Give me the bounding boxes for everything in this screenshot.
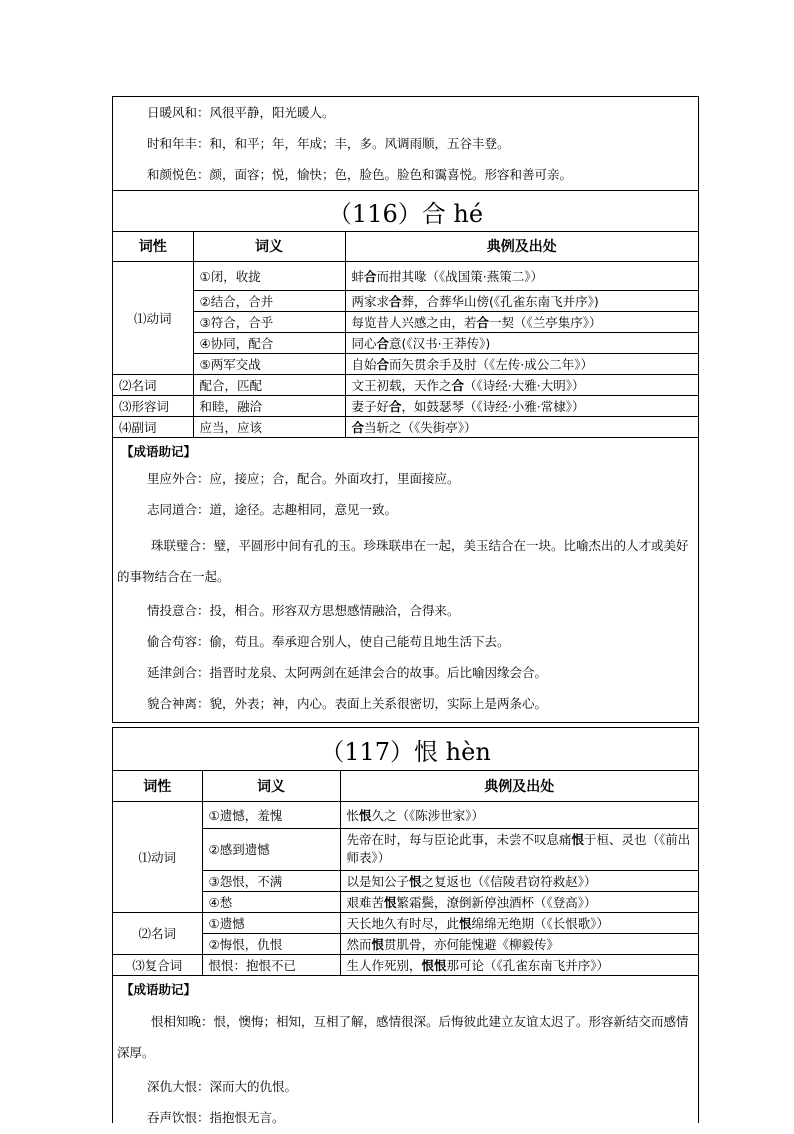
pos-cell: ⑶形容词 — [113, 395, 193, 416]
meaning-cell: ④愁 — [202, 891, 340, 912]
idiom-heading: 【成语助记】 — [121, 443, 197, 459]
example-cell: 然而恨贯肌骨，亦何能愧避《柳毅传》 — [340, 933, 698, 954]
idiom-line: 时和年丰：和，和平；年，年成；丰，多。风调雨顺，五谷丰登。 — [147, 135, 510, 151]
idiom-line: 偷合苟容：偷，苟且。奉承迎合别人，使自己能苟且地生活下去。 — [147, 634, 510, 649]
idiom-line: 情投意合：投，相合。形容双方思想感情融洽，合得来。 — [147, 603, 460, 618]
example-cell: 同心合意(《汉书·王莽传》) — [345, 332, 698, 353]
header-meaning: 词义 — [202, 771, 340, 801]
entry-he-box — [112, 96, 699, 723]
idiom-heading: 【成语助记】 — [121, 981, 197, 997]
example-cell: 文王初载，天作之合（《诗经·大雅·大明》） — [345, 374, 698, 395]
meaning-cell: 恨恨：抱恨不已 — [202, 954, 340, 975]
idiom-line: 延津剑合：指晋时龙泉、太阿两剑在延津会合的故事。后比喻因缘会合。 — [147, 665, 548, 680]
meaning-cell: 和睦，融洽 — [193, 395, 345, 416]
meaning-cell: ①闭，收拢 — [193, 261, 345, 290]
idiom-line: 珠联璧合：璧，平圆形中间有孔的玉。珍珠联串在一起，美玉结合在一块。比喻杰出的人才或美好的事物结合在一起。 — [117, 537, 689, 584]
meaning-cell: 配合，匹配 — [193, 374, 345, 395]
meaning-cell: ②感到遗憾 — [202, 828, 340, 870]
meaning-cell: ③怨恨，不满 — [202, 870, 340, 891]
pos-cell: ⑴动词 — [113, 801, 202, 912]
example-cell: 蚌合而拑其喙（《战国策·燕策二》） — [345, 261, 698, 290]
example-cell: 自始合而矢贯余手及肘（《左传·成公二年》） — [345, 353, 698, 374]
header-example: 典例及出处 — [340, 771, 698, 801]
pos-cell: ⑶复合词 — [113, 954, 202, 975]
example-cell: 两家求合葬，合葬华山傍(《孔雀东南飞并序》) — [345, 290, 698, 311]
pos-cell: ⑵名词 — [113, 912, 202, 954]
example-cell: 以是知公子恨之复返也（《信陵君窃符救赵》） — [340, 870, 698, 891]
idiom-line: 里应外合：应，接应；合，配合。外面攻打，里面接应。 — [147, 471, 460, 486]
entry-title: （116）合 hé — [113, 190, 698, 232]
example-cell: 妻子好合，如鼓瑟琴（《诗经·小雅·常棣》） — [345, 395, 698, 416]
idiom-line: 吞声饮恨：指抱恨无言。 — [147, 1110, 285, 1125]
meaning-cell: 应当，应该 — [193, 416, 345, 437]
pos-cell: ⑴动词 — [113, 261, 193, 374]
example-cell: 先帝在时，每与臣论此事，未尝不叹息痛恨于桓、灵也（《前出师表》） — [340, 828, 698, 870]
meaning-table — [113, 771, 698, 976]
example-cell: 艰难苦恨繁霜鬓，潦倒新停浊酒杯（《登高》） — [340, 891, 698, 912]
meaning-table — [113, 232, 698, 438]
meaning-cell: ②结合，合并 — [193, 290, 345, 311]
header-pos: 词性 — [113, 232, 193, 261]
idiom-line: 深仇大恨：深而大的仇恨。 — [147, 1079, 298, 1094]
entry-title: （117）恨 hèn — [113, 728, 698, 771]
entry-hen-box — [112, 727, 699, 1123]
idiom-line: 日暖风和：风很平静，阳光暖人。 — [147, 104, 335, 120]
example-cell: 合当斩之（《失街亭》） — [345, 416, 698, 437]
example-cell: 怅恨久之（《陈涉世家》） — [340, 801, 698, 828]
pos-cell: ⑵名词 — [113, 374, 193, 395]
meaning-cell: ①遗憾 — [202, 912, 340, 933]
example-cell: 生人作死别，恨恨那可论（《孔雀东南飞并序》） — [340, 954, 698, 975]
meaning-cell: ④协同，配合 — [193, 332, 345, 353]
header-example: 典例及出处 — [345, 232, 698, 261]
meaning-cell: ①遗憾，羞愧 — [202, 801, 340, 828]
meaning-cell: ⑤两军交战 — [193, 353, 345, 374]
header-pos: 词性 — [113, 771, 202, 801]
example-cell: 天长地久有时尽，此恨绵绵无绝期（《长恨歌》） — [340, 912, 698, 933]
idiom-line: 恨相知晚：恨，懊悔；相知，互相了解，感情很深。后悔彼此建立友谊太迟了。形容新结交而感情深厚。 — [117, 1013, 689, 1060]
idiom-line: 志同道合：道，途径。志趣相同，意见一致。 — [147, 502, 398, 517]
idiom-line: 貌合神离：貌，外表；神，内心。表面上关系很密切，实际上是两条心。 — [147, 696, 548, 711]
idiom-line: 和颜悦色：颜，面容；悦，愉快；色，脸色。脸色和霭喜悦。形容和善可亲。 — [147, 166, 573, 182]
header-meaning: 词义 — [193, 232, 345, 261]
meaning-cell: ③符合，合乎 — [193, 311, 345, 332]
example-cell: 每览昔人兴感之由，若合一契（《兰亭集序》） — [345, 311, 698, 332]
meaning-cell: ②悔恨，仇恨 — [202, 933, 340, 954]
pos-cell: ⑷副词 — [113, 416, 193, 437]
